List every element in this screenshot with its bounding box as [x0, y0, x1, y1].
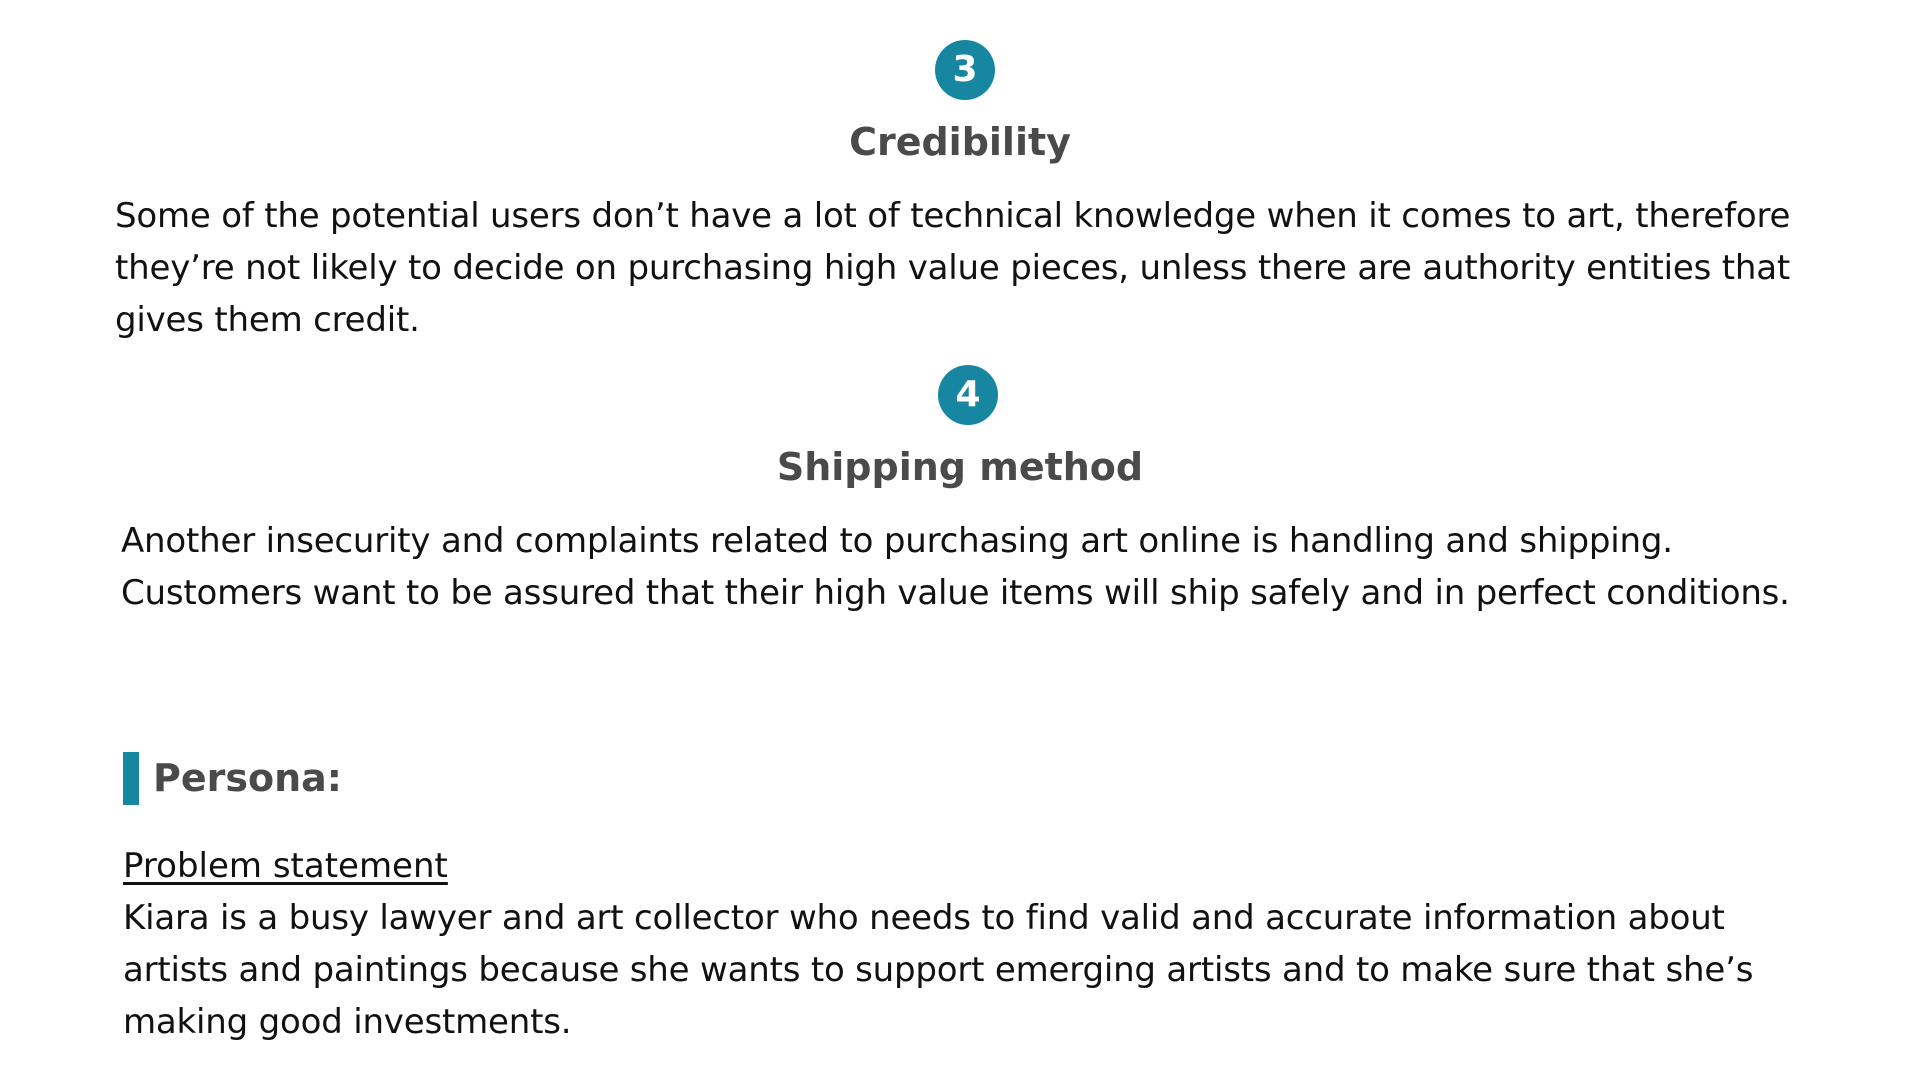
persona-heading: Persona: — [153, 756, 342, 800]
problem-statement-label: Problem statement — [123, 846, 448, 886]
step-number-badge: 4 — [938, 365, 998, 425]
section-paragraph: Some of the potential users don’t have a lot of technical knowledge when it comes to art, therefore they’re not likely to decide on purchasing high value pieces, unless there are authority entities that gives them credit. — [115, 196, 1791, 340]
step-number-badge: 3 — [935, 40, 995, 100]
section-heading: Shipping method — [776, 445, 1144, 489]
section-paragraph: Another insecurity and complaints related to purchasing art online is handling and shipping. Customers want to be assured that their high value items will ship safely and in perfect conditions. — [121, 521, 1790, 613]
section-heading: Credibility — [849, 120, 1071, 164]
persona-accent-bar — [123, 752, 139, 805]
problem-statement-text: Kiara is a busy lawyer and art collector who needs to find valid and accurate information about artists and paintings because she wants to support emerging artists and to make sure that she’s making good investments. — [123, 898, 1754, 1042]
